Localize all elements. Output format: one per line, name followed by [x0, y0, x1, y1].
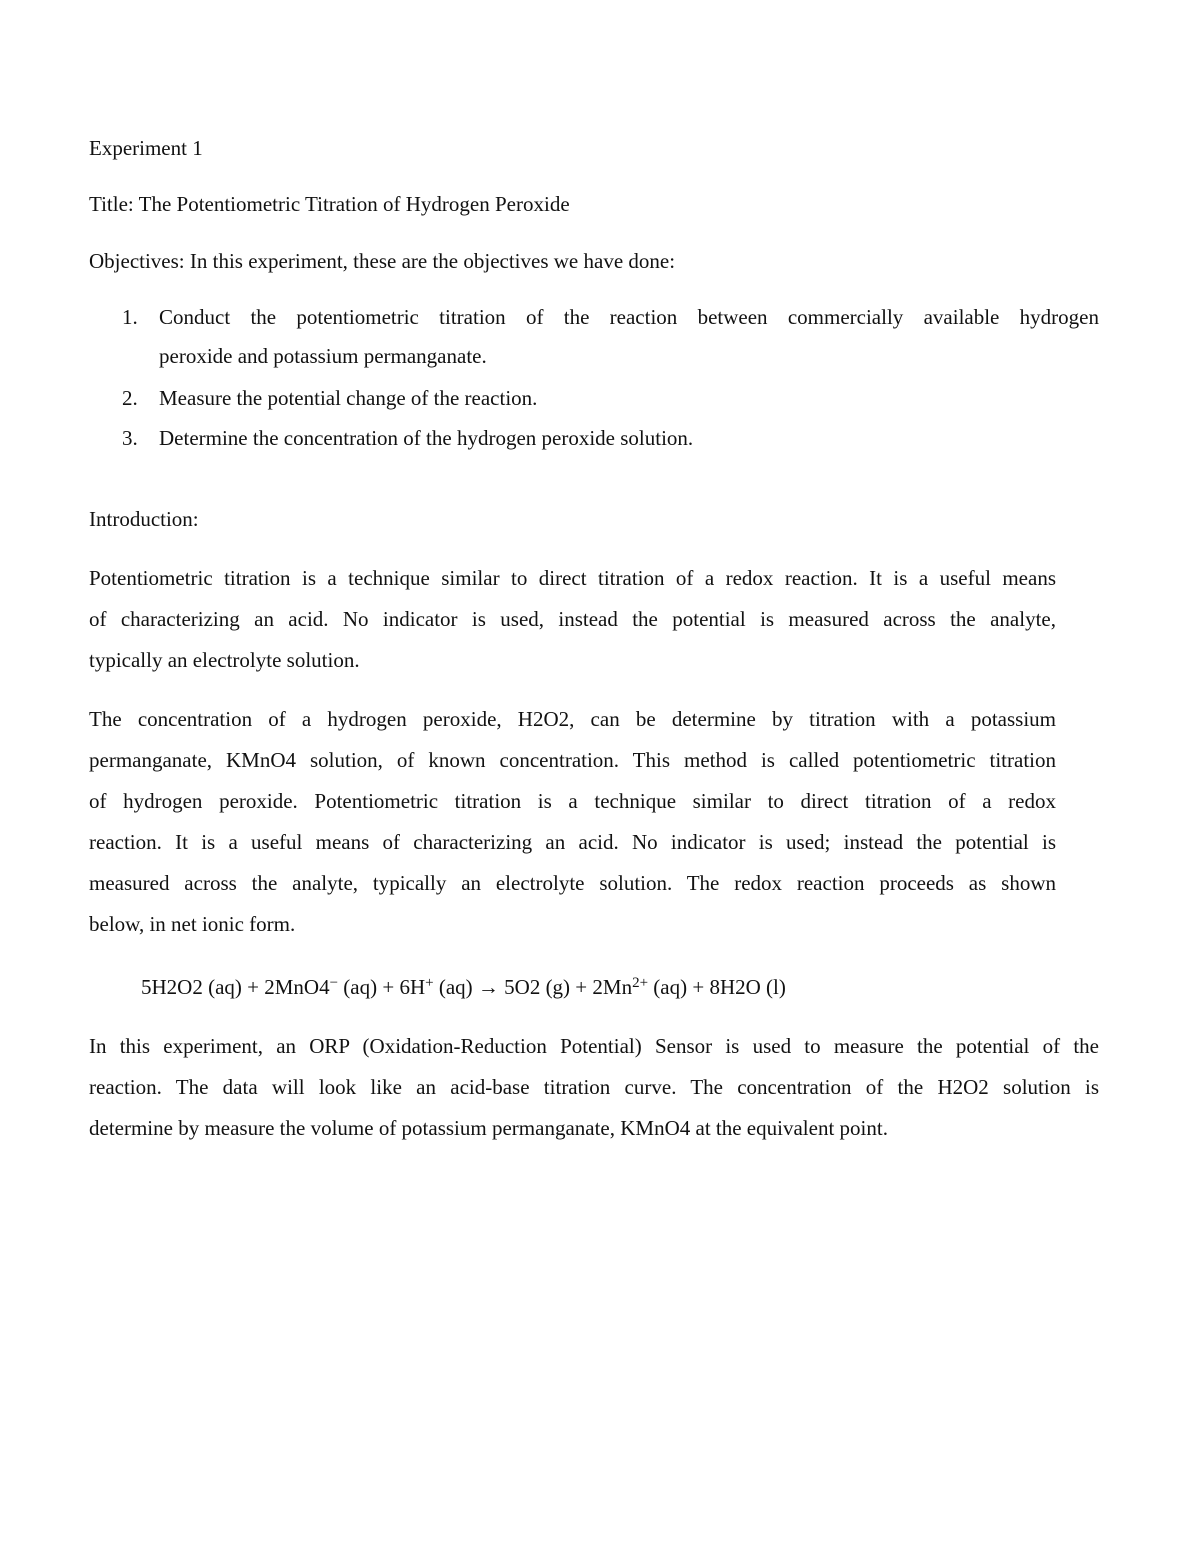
introduction-paragraph-1 — [89, 564, 1056, 687]
equation-part: 5H2O2 (aq) + 2MnO4 — [141, 975, 330, 999]
objective-number: 3. — [122, 426, 138, 450]
introduction-paragraph-2 — [89, 705, 1056, 951]
equation-part: (aq) + 8H2O (l) — [648, 975, 786, 999]
equation-part: (aq) + 6H — [338, 975, 426, 999]
objective-text: Determine the concentration of the hydrogen peroxide solution. — [159, 426, 694, 450]
paragraph-line: Potentiometric titration is a technique similar to direct titration of a redox reaction. It is a useful means — [89, 566, 1056, 590]
paragraph-line: reaction. It is a useful means of characterizing an acid. No indicator is used; instead the potential is — [89, 830, 1056, 854]
experiment-paragraph — [89, 1032, 1099, 1155]
experiment-heading: Experiment 1 — [89, 136, 203, 160]
objective-number: 1. — [122, 305, 138, 329]
objectives-line: Objectives: In this experiment, these are the objectives we have done: — [89, 249, 676, 273]
paragraph-line: permanganate, KMnO4 solution, of known concentration. This method is called potentiometric titration — [89, 748, 1056, 772]
equation-superscript: + — [425, 975, 434, 991]
paragraph-line: typically an electrolyte solution. — [89, 648, 360, 672]
paragraph-line: below, in net ionic form. — [89, 912, 296, 936]
paragraph-line: determine by measure the volume of potassium permanganate, KMnO4 at the equivalent point. — [89, 1116, 888, 1140]
equation-part: (aq) → 5O2 (g) + 2Mn — [433, 975, 633, 999]
paragraph-line: The concentration of a hydrogen peroxide, H2O2, can be determine by titration with a potassium — [89, 707, 1056, 731]
title-line: Title: The Potentiometric Titration of Hydrogen Peroxide — [89, 192, 570, 216]
paragraph-line: measured across the analyte, typically an electrolyte solution. The redox reaction proceeds as shown — [89, 871, 1056, 895]
redox-equation — [141, 972, 786, 1002]
introduction-heading: Introduction: — [89, 507, 199, 531]
equation-superscript: − — [329, 975, 339, 991]
paragraph-line: In this experiment, an ORP (Oxidation-Reduction Potential) Sensor is used to measure the potential of the — [89, 1034, 1099, 1058]
paragraph-line: of hydrogen peroxide. Potentiometric titration is a technique similar to direct titration of a redox — [89, 789, 1056, 813]
paragraph-line: of characterizing an acid. No indicator is used, instead the potential is measured across the analyte, — [89, 607, 1056, 631]
objective-text: Measure the potential change of the reaction. — [159, 386, 538, 410]
paragraph-line: reaction. The data will look like an acid-base titration curve. The concentration of the H2O2 solution is — [89, 1075, 1099, 1099]
objective-text: Conduct the potentiometric titration of the reaction between commercially available hydrogen — [159, 305, 1099, 329]
equation-superscript: 2+ — [632, 975, 649, 991]
objective-number: 2. — [122, 386, 138, 410]
objective-text: peroxide and potassium permanganate. — [159, 344, 487, 368]
